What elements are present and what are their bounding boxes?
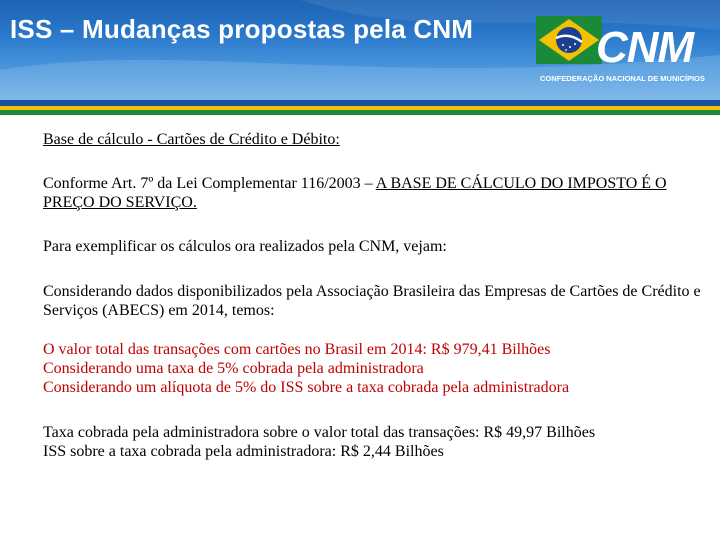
cnm-logo-subtitle: CONFEDERAÇÃO NACIONAL DE MUNICÍPIOS	[540, 74, 705, 83]
paragraph-legal-basis	[43, 174, 703, 212]
slide-header	[0, 0, 720, 100]
header-stripe-green	[0, 110, 720, 115]
legal-basis-emphasis: A BASE DE CÁLCULO DO IMPOSTO É O PREÇO DO SERVIÇO.	[43, 175, 667, 211]
slide-title: ISS – Mudanças propostas pela CNM	[10, 14, 474, 44]
legal-basis-text: Conforme Art. 7º da Lei Complementar 116/2003 –	[43, 175, 376, 192]
paragraph-abecs: Considerando dados disponibilizados pela Associação Brasileira das Empresas de Cartões de Crédito e Serviços (ABECS) em 2014, temos:	[43, 283, 701, 319]
red-line-total: O valor total das transações com cartões no Brasil em 2014: R$ 979,41 Bilhões	[43, 341, 551, 358]
section-heading: Base de cálculo - Cartões de Crédito e Débito:	[43, 131, 340, 148]
cnm-logo-text: CNM	[596, 23, 694, 72]
red-line-admin-rate: Considerando uma taxa de 5% cobrada pela administradora	[43, 360, 424, 377]
result-line-admin-fee: Taxa cobrada pela administradora sobre o valor total das transações: R$ 49,97 Bilhões	[43, 424, 596, 441]
cnm-logo	[530, 10, 718, 94]
red-line-iss-rate: Considerando um alíquota de 5% do ISS sobre a taxa cobrada pela administradora	[43, 379, 570, 396]
slide-body	[43, 130, 703, 461]
result-line-iss: ISS sobre a taxa cobrada pela administradora: R$ 2,44 Bilhões	[43, 443, 444, 460]
paragraph-intro: Para exemplificar os cálculos ora realizados pela CNM, vejam:	[43, 238, 447, 255]
